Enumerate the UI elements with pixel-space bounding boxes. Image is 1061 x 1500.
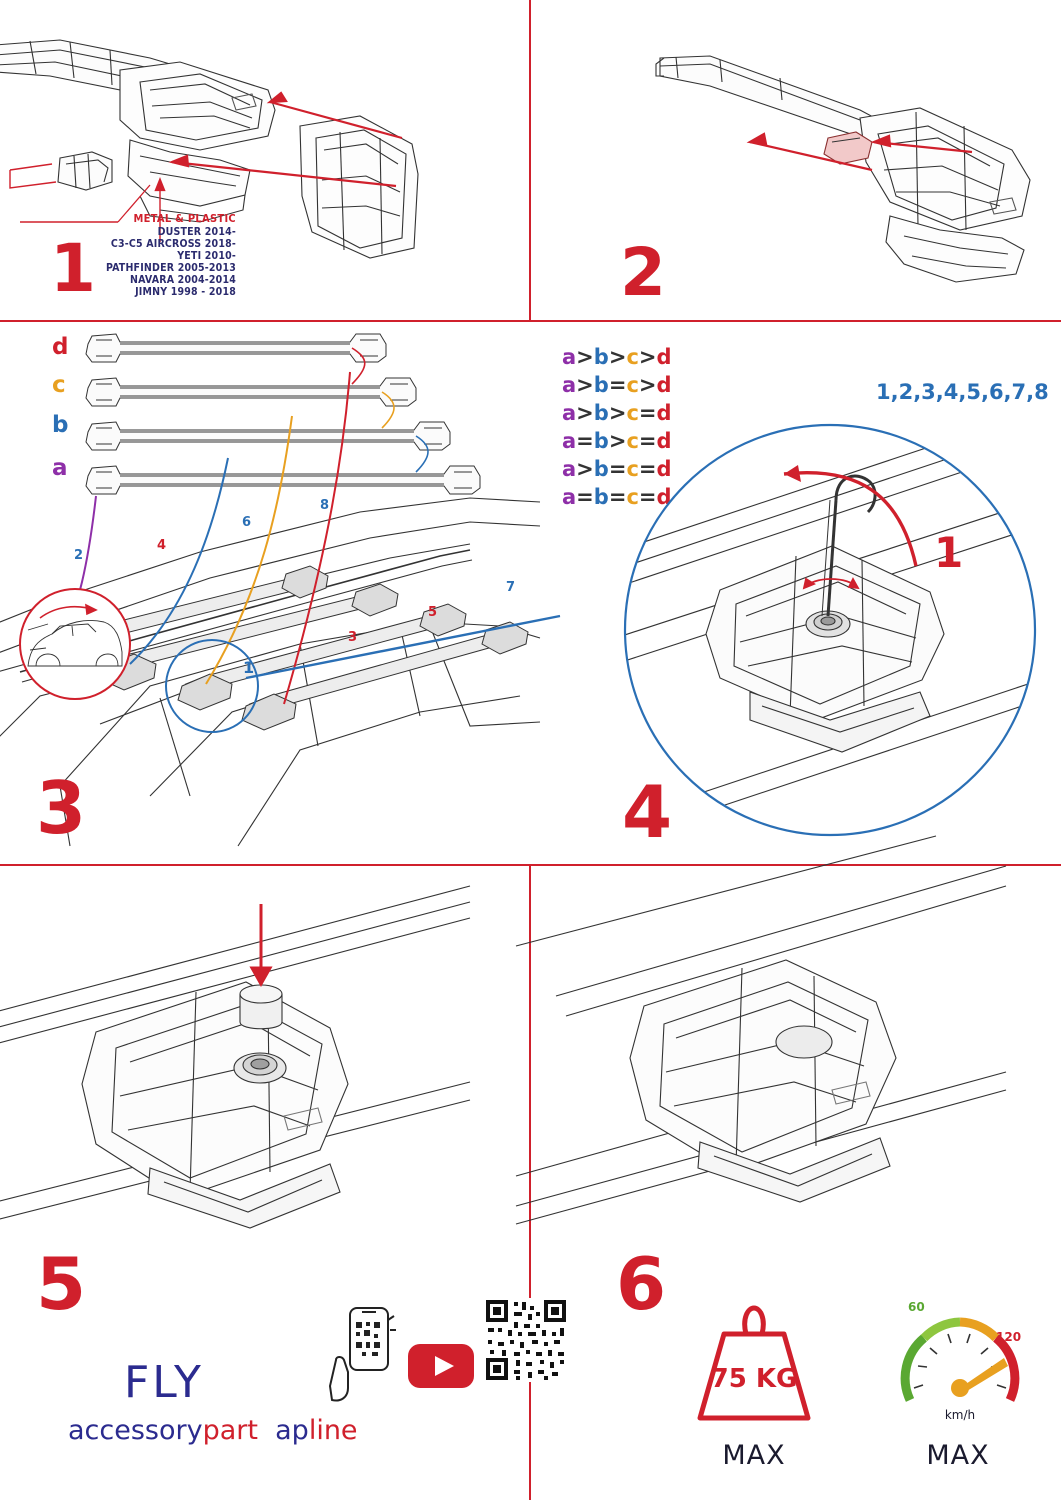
weight-limit-icon	[684, 1298, 824, 1428]
youtube-icon[interactable]	[406, 1340, 478, 1392]
step-number-3: 3	[36, 766, 87, 850]
brand-ap: ap	[275, 1415, 309, 1446]
fly-wordmark: FLY	[124, 1357, 204, 1408]
speed-unit-label: km/h	[944, 1408, 976, 1422]
position-number-4: 4	[157, 538, 167, 553]
vehicle-item: JIMNY 1998 - 2018	[135, 285, 236, 298]
scan-phone-icon	[328, 1304, 398, 1414]
bar-label-c: c	[52, 372, 66, 398]
step5-illustration	[0, 876, 529, 1236]
instruction-sheet: METAL & PLASTIC DUSTER 2014- C3-C5 AIRCROSS 2018- YETI 2010- PATHFINDER 2005-2013 NAVARA 2004-2014 JIMNY 1998 - 2018 1 2 d c b a 2 4 6 8 7 5 3 1 3 a>b>c>d a>b=c>d a>b>c=d a=b>c=d a>b=c=d a=b=c=d 1,2,3,4,5,6,7,8 1 4 5 6 FLY accessorypart apline 75 KG MAX 60 120 km/h MAX	[0, 0, 1061, 1500]
step6-illustration	[536, 876, 1061, 1236]
bar-label-b: b	[52, 412, 69, 438]
brand-line	[68, 1415, 358, 1446]
speed-tick-120: 120	[996, 1330, 1022, 1344]
step-number-1: 1	[50, 230, 96, 307]
callout-title: METAL & PLASTIC	[133, 212, 236, 225]
metal-plastic-callout	[0, 213, 236, 298]
speed-max-label: MAX	[926, 1440, 990, 1471]
step-number-4: 4	[622, 770, 673, 854]
vehicle-item: PATHFINDER 2005-2013	[105, 261, 236, 274]
divider-col-bottom	[529, 864, 531, 1500]
divider-col-top	[529, 0, 531, 320]
step-number-6: 6	[616, 1242, 667, 1326]
bar-label-d: d	[52, 334, 69, 360]
brand-accessory: accessory	[68, 1415, 203, 1446]
brand-part: part	[202, 1415, 258, 1446]
position-number-7: 7	[506, 580, 516, 595]
torque-sequence: 1,2,3,4,5,6,7,8	[876, 380, 1049, 404]
vehicle-item: C3-C5 AIRCROSS 2018-	[110, 237, 236, 250]
brand-fly	[124, 1357, 204, 1408]
vehicle-item: YETI 2010-	[177, 249, 236, 262]
position-number-2: 2	[74, 548, 84, 563]
vehicle-item: DUSTER 2014-	[157, 225, 236, 238]
bar-label-a: a	[52, 455, 68, 481]
step-number-5: 5	[36, 1242, 87, 1326]
weight-value: 75 KG	[710, 1364, 798, 1394]
qr-code	[484, 1298, 568, 1390]
turn-count-label: 1	[934, 528, 964, 577]
step-number-2: 2	[620, 234, 666, 311]
divider-row-1	[0, 320, 1061, 322]
position-number-5: 5	[428, 605, 438, 620]
vehicle-item: NAVARA 2004-2014	[130, 273, 236, 286]
position-number-6: 6	[242, 515, 252, 530]
panel-step-6	[536, 876, 1061, 1236]
position-number-3: 3	[348, 630, 358, 645]
position-number-8: 8	[320, 498, 330, 513]
panel-step-5	[0, 876, 529, 1236]
weight-max-label: MAX	[722, 1440, 786, 1471]
position-number-1: 1	[243, 658, 255, 677]
speed-tick-60: 60	[908, 1300, 925, 1314]
brand-lineword: line	[308, 1415, 358, 1446]
